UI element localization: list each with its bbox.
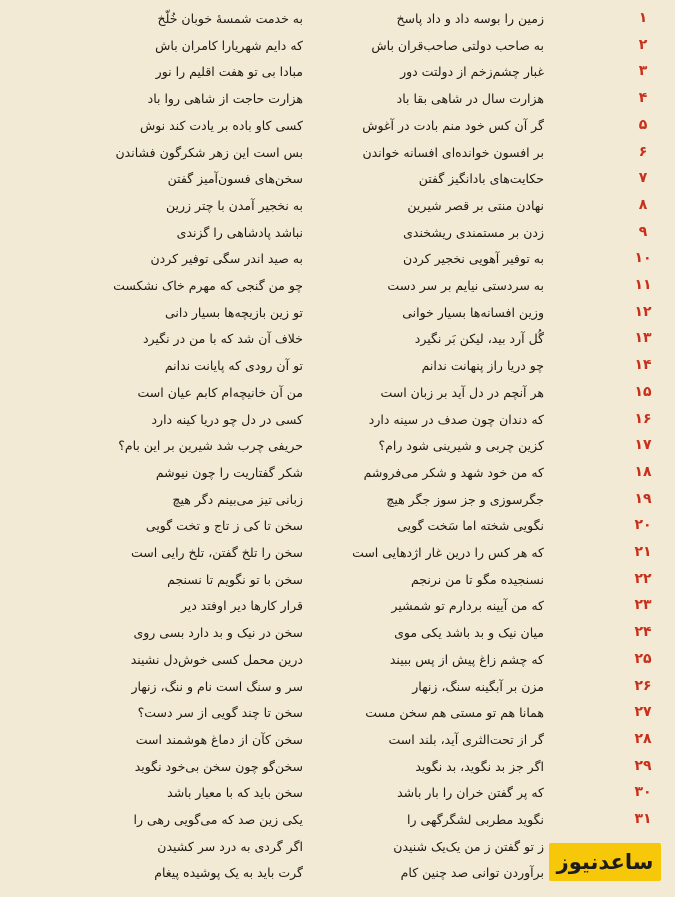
verse-row	[0, 700, 675, 727]
verse-number: ۲۰	[634, 517, 652, 534]
second-hemistich: برآوردن توانی صد چنین کام	[400, 865, 544, 881]
verse-row	[0, 487, 675, 514]
first-hemistich: زبانی تیز می‌بینم دگر هیچ	[172, 491, 303, 507]
verse-number: ۲۵	[634, 650, 652, 667]
second-hemistich: اگر جز بد نگوید، بد نگوید	[415, 758, 544, 774]
second-hemistich: چو دریا راز پنهانت ندانم	[421, 358, 544, 374]
first-hemistich: سخن در نیک و بد دارد بسی روی	[133, 625, 303, 641]
first-hemistich: تو زین بازیچه‌ها بسیار دانی	[164, 304, 303, 320]
verse-number: ۱۲	[634, 303, 652, 320]
verse-number: ۱۵	[634, 383, 652, 400]
verse-number: ۳	[638, 63, 648, 80]
first-hemistich: سخن‌گو چون سخن بی‌خود نگوید	[134, 758, 303, 774]
first-hemistich: سخن را تلخ گفتن، تلخ رایی است	[130, 545, 303, 560]
first-hemistich: خلاف آن شد که با من در نگیرد	[142, 331, 303, 347]
second-hemistich: که من خود شهد و شکر می‌فروشم	[363, 464, 544, 480]
first-hemistich: درین محمل کسی خوش‌دل نشیند	[130, 651, 303, 667]
verse-number: ۱۶	[634, 410, 652, 427]
second-hemistich: به سردستی نیایم بر سر دست	[387, 278, 544, 293]
verse-number: ۱۴	[634, 357, 652, 374]
first-hemistich: من آن خانیچه‌ام کابم عیان است	[137, 384, 303, 400]
second-hemistich: هر آنچم در دل آید بر زبان است	[380, 384, 544, 400]
verse-row	[0, 727, 675, 754]
verse-number: ۱۱	[634, 277, 652, 293]
first-hemistich: که دایم شهریارا کامران باش	[155, 37, 303, 53]
second-hemistich: حکایت‌های بادانگیز گفتن	[418, 171, 544, 187]
verse-row	[0, 807, 675, 834]
verse-number: ۱۸	[634, 463, 652, 480]
second-hemistich: به صاحب دولتی صاحب‌قران باش	[371, 37, 544, 53]
first-hemistich: سخن با تو نگویم تا نسنجم	[167, 571, 303, 587]
verse-row	[0, 33, 675, 60]
verse-row	[0, 59, 675, 86]
second-hemistich: نگوید مطربی لشگرگهی را	[407, 812, 544, 827]
first-hemistich: سخن باید که با معیار باشد	[167, 785, 303, 801]
first-hemistich: نباشد پادشاهی را گزندی	[176, 224, 303, 240]
first-hemistich: کسی کاو باده بر یادت کند نوش	[139, 117, 303, 133]
verse-row	[0, 593, 675, 620]
second-hemistich: که من آیینه بردارم تو شمشیر	[391, 598, 544, 614]
first-hemistich: اگر گردی به درد سر کشیدن	[157, 838, 303, 854]
verse-row	[0, 674, 675, 701]
second-hemistich: که هر کس را درین غار اژدهایی است	[352, 545, 544, 560]
second-hemistich: همانا هم تو مستی هم سخن مست	[365, 705, 544, 721]
verse-number: ۲۸	[634, 730, 652, 747]
verse-number: ۱۹	[634, 490, 652, 507]
first-hemistich: به خدمت شمسهٔ خوبان خُلّخ	[157, 11, 303, 26]
verse-number: ۲۱	[634, 544, 652, 560]
verse-row	[0, 433, 675, 460]
verse-number: ۲۷	[634, 704, 652, 721]
verse-number: ۱	[638, 10, 648, 26]
site-logo	[549, 843, 661, 881]
second-hemistich: مزن بر آبگینه سنگ، زنهار	[412, 678, 544, 694]
verse-row	[0, 380, 675, 407]
verse-row	[0, 166, 675, 193]
first-hemistich: قرار کارها دیر اوفتد دیر	[180, 598, 303, 614]
second-hemistich: که چشم زاغ پیش از پس ببیند	[389, 651, 544, 667]
second-hemistich: نهادن منتی بر قصر شیرین	[407, 197, 544, 213]
second-hemistich: که پر گفتن خران را بار باشد	[397, 785, 544, 801]
verse-row	[0, 567, 675, 594]
verse-number: ۸	[638, 196, 648, 213]
verse-number: ۲۴	[634, 624, 652, 641]
first-hemistich: سر و سنگ است نام و ننگ، زنهار	[131, 678, 303, 694]
verse-row	[0, 754, 675, 781]
verse-number: ۴	[638, 90, 648, 107]
second-hemistich: جگرسوزی و جز سوز جگر هیچ	[386, 491, 544, 507]
verse-number: ۷	[638, 170, 648, 187]
first-hemistich: بس است این زهر شکرگون فشاندن	[115, 144, 303, 160]
second-hemistich: گر آن کس خود منم بادت در آغوش	[362, 117, 544, 133]
verse-row	[0, 6, 675, 33]
first-hemistich: شکر گفتاریت را چون نیوشم	[155, 464, 303, 480]
second-hemistich: کزین چربی و شیرینی شود رام؟	[378, 438, 544, 454]
verse-number: ۲	[638, 36, 648, 53]
verse-number: ۲۳	[634, 597, 652, 614]
first-hemistich: به صید اندر سگی توفیر کردن	[150, 251, 303, 267]
verse-number: ۱۷	[634, 437, 652, 454]
first-hemistich: سخن کآن از دماغ هوشمند است	[135, 731, 303, 747]
verse-row	[0, 353, 675, 380]
first-hemistich: هزارت حاجت از شاهی روا باد	[147, 91, 303, 107]
verse-row	[0, 140, 675, 167]
second-hemistich: نسنجیده مگو تا من نرنجم	[410, 571, 544, 587]
second-hemistich: زدن بر مستمندی ریشخندی	[403, 224, 544, 240]
second-hemistich: به توفیر آهویی نخجیر کردن	[403, 251, 544, 267]
first-hemistich: به نخجیر آمدن با چتر زرین	[166, 197, 303, 213]
verse-row	[0, 407, 675, 434]
verse-row	[0, 86, 675, 113]
first-hemistich: تو آن رودی که پایانت ندانم	[164, 358, 303, 374]
second-hemistich: گر از تحت‌الثری آید، بلند است	[388, 731, 544, 747]
verse-row	[0, 780, 675, 807]
first-hemistich: سخن تا کی ز تاج و تخت گویی	[145, 518, 303, 534]
verse-number: ۳۰	[634, 784, 652, 801]
second-hemistich: بر افسون خوانده‌ای افسانه خواندن	[362, 144, 544, 160]
second-hemistich: نگویی شخته اما سَخت گویی	[397, 518, 544, 534]
verse-row	[0, 220, 675, 247]
verse-number: ۲۶	[634, 677, 652, 694]
first-hemistich: گرت باید به یک پوشیده پیغام	[154, 865, 303, 881]
verse-row	[0, 460, 675, 487]
second-hemistich: میان نیک و بد باشد یکی موی	[394, 625, 544, 641]
verse-number: ۱۳	[634, 330, 652, 347]
verse-row	[0, 513, 675, 540]
first-hemistich: سخن‌های فسون‌آمیز گفتن	[167, 171, 303, 187]
verse-number: ۹	[638, 223, 648, 240]
verse-number: ۱۰	[634, 250, 652, 267]
second-hemistich: هزارت سال در شاهی بقا باد	[396, 91, 544, 107]
verse-row	[0, 326, 675, 353]
verse-number: ۳۱	[634, 811, 652, 827]
first-hemistich: یکی زین صد که می‌گویی رهی را	[133, 812, 303, 827]
first-hemistich: چو من گنجی که مهرم خاک نشکست	[113, 278, 303, 293]
verse-number: ۵	[638, 116, 648, 133]
verse-row	[0, 273, 675, 300]
verse-row	[0, 246, 675, 273]
verse-number: ۲۲	[634, 570, 652, 587]
verse-row	[0, 620, 675, 647]
verse-row	[0, 300, 675, 327]
second-hemistich: که دندان چون صدف در سینه دارد	[368, 411, 544, 427]
verse-row	[0, 540, 675, 567]
second-hemistich: زمین را بوسه داد و داد پاسخ	[396, 11, 544, 26]
first-hemistich: کسی در دل چو دریا کینه دارد	[151, 411, 303, 427]
first-hemistich: سخن تا چند گویی از سر دست؟	[137, 705, 303, 721]
site-logo-label: ساعدنیوز	[556, 850, 654, 874]
second-hemistich: گُل آرد بید، لیکن بَر نگیرد	[414, 331, 544, 347]
verse-number: ۲۹	[634, 757, 652, 774]
verse-number: ۶	[638, 143, 648, 160]
second-hemistich: وزین افسانه‌ها بسیار خوانی	[402, 304, 544, 320]
verse-row	[0, 647, 675, 674]
first-hemistich: حریفی چرب شد شیرین بر این بام؟	[118, 438, 303, 454]
second-hemistich: ز تو گفتن ز من یک‌یک شنیدن	[393, 838, 544, 854]
verse-row	[0, 193, 675, 220]
verse-row	[0, 113, 675, 140]
first-hemistich: مبادا بی تو هفت اقلیم را نور	[155, 64, 303, 80]
second-hemistich: غبار چشم‌زخم از دولتت دور	[400, 64, 544, 80]
